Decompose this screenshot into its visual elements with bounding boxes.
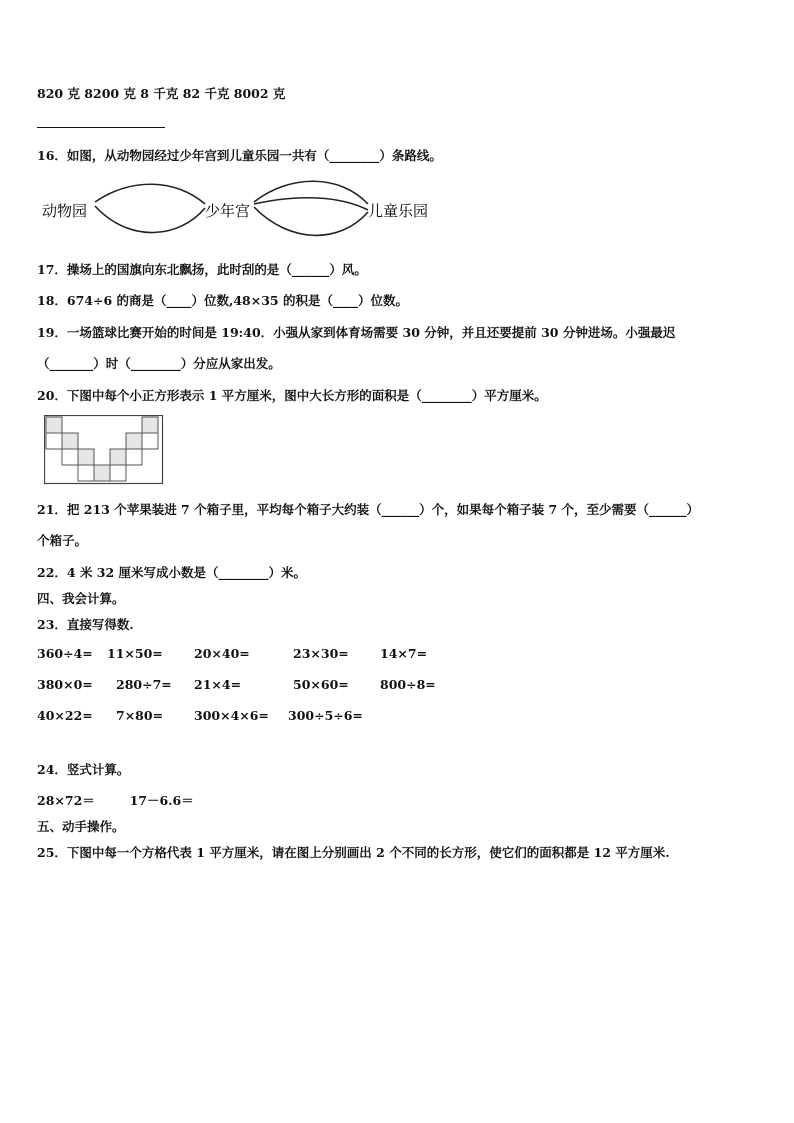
question-16: 16．如图，从动物园经过少年宫到儿童乐园一共有（________）条路线。: [37, 148, 442, 163]
question-19-line2: （_______）时（________）分应从家出发。: [37, 356, 281, 371]
question-21-line1: 21．把 213 个苹果装进 7 个箱子里，平均每个箱子大约装（______）个，如果每个箱子装 7 个，至少需要（______）: [37, 502, 699, 517]
question-24-items: 28×72＝ 17－6.6＝: [37, 793, 194, 808]
question-21-line2: 个箱子。: [37, 533, 88, 548]
calc-item: 280÷7=: [116, 677, 172, 692]
calc-item: 50×60=: [293, 677, 349, 692]
answer-line: [37, 127, 165, 128]
calc-item: 11×50=: [107, 646, 163, 661]
calc-item: 300×4×6=: [194, 708, 269, 723]
calc-item: 23×30=: [293, 646, 349, 661]
question-19-line1: 19．一场篮球比赛开始的时间是 19:40．小强从家到体育场需要 30 分钟，并且还要提前 30 分钟进场。小强最迟: [37, 325, 676, 340]
question-17: 17．操场上的国旗向东北飘扬，此时刮的是（______）风。: [37, 262, 367, 277]
calc-item: 7×80=: [116, 708, 164, 723]
calc-item: 800÷8=: [380, 677, 436, 692]
calc-item: 360÷4=: [37, 646, 93, 661]
question-23: 23．直接写得数.: [37, 617, 134, 632]
question-18: 18．674÷6 的商是（____）位数,48×35 的积是（____）位数。: [37, 293, 408, 308]
section-4-heading: 四、我会计算。: [37, 591, 125, 606]
question-20: 20．下图中每个小正方形表示 1 平方厘米，图中大长方形的面积是（________）平方厘米。: [37, 388, 547, 403]
zoo-label: 动物园: [42, 202, 88, 220]
question-25: 25．下图中每一个方格代表 1 平方厘米，请在图上分别画出 2 个不同的长方形，使它们的面积都是 12 平方厘米.: [37, 845, 670, 860]
park-label: 儿童乐园: [368, 202, 429, 220]
calc-item: 300÷5÷6=: [288, 708, 363, 723]
calc-item: 40×22=: [37, 708, 93, 723]
route-diagram: [40, 178, 460, 238]
calc-item: 20×40=: [194, 646, 250, 661]
rectangle-grid-figure: [44, 415, 164, 488]
calc-item: 21×4=: [194, 677, 242, 692]
question-24: 24．竖式计算。: [37, 762, 130, 777]
weight-options: 820 克 8200 克 8 千克 82 千克 8002 克: [37, 86, 286, 101]
question-22: 22．4 米 32 厘米写成小数是（________）米。: [37, 565, 307, 580]
calc-item: 380×0=: [37, 677, 93, 692]
section-5-heading: 五、动手操作。: [37, 819, 125, 834]
calc-item: 14×7=: [380, 646, 428, 661]
youth-palace-label: 少年宫: [205, 202, 251, 220]
